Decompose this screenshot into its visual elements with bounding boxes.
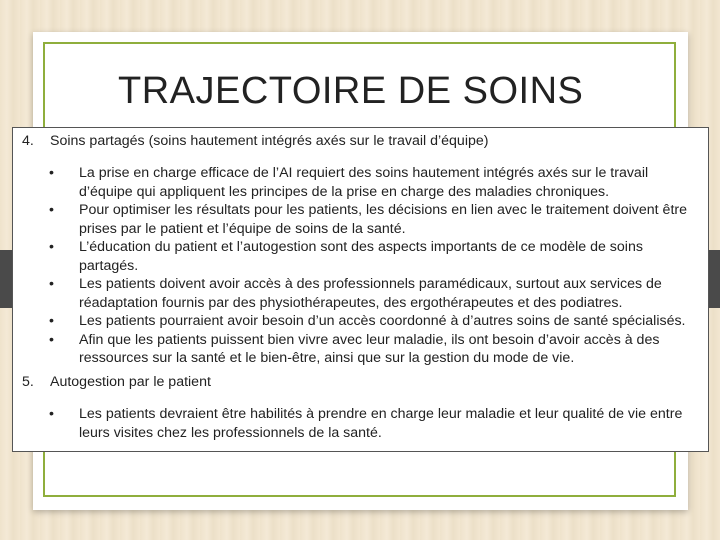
section-number: 5. [22,374,34,390]
list-item [23,312,689,331]
list-item-text: Les patients pourraient avoir besoin d’un accès coordonné à d’autres soins de santé spécialisés. [79,313,686,329]
list-item [23,201,689,238]
section-number: 4. [22,133,34,149]
bullet-icon: • [49,276,54,292]
list-item [23,405,689,442]
list-item-text: La prise en charge efficace de l’AI requiert des soins hautement intégrés axés sur le travail d’équipe qui appliquent les principes de la prise en charge des maladies chroniques. [79,165,649,200]
bullet-icon: • [49,313,54,329]
slide-title: TRAJECTOIRE DE SOINS [118,70,584,112]
list-item-text: L’éducation du patient et l’autogestion sont des aspects importants de ce modèle de soins partagés. [79,239,643,274]
list-item-text: Pour optimiser les résultats pour les patients, les décisions en lien avec le traitement doivent être prises par le patient et l’équipe de soins de la santé. [79,202,688,237]
bullet-icon: • [49,165,54,181]
content-box [12,127,709,452]
list-item [23,238,689,275]
list-item-text: Les patients doivent avoir accès à des professionnels paramédicaux, surtout aux services de réadaptation fournis par des physiothérapeutes, des ergothérapeutes et des podiatres. [79,276,662,311]
section-title: Soins partagés (soins hautement intégrés axés sur le travail d’équipe) [50,133,489,149]
bullet-icon: • [49,239,54,255]
section-4-bullets [23,164,689,368]
list-item-text: Les patients devraient être habilités à prendre en charge leur maladie et leur qualité de vie entre leurs visites chez les professionnels de la santé. [79,406,683,441]
list-item [23,275,689,312]
bullet-icon: • [49,202,54,218]
list-item-text: Afin que les patients puissent bien vivre avec leur maladie, ils ont besoin d’avoir accès à des ressources sur la santé et le bien-être, ainsi que sur la gestion du mode de vie. [79,331,660,366]
section-5-bullets [23,405,689,442]
bullet-icon: • [49,406,54,422]
bullet-icon: • [49,331,54,348]
section-title: Autogestion par le patient [50,374,211,390]
list-item [23,331,689,368]
list-item [23,164,689,201]
